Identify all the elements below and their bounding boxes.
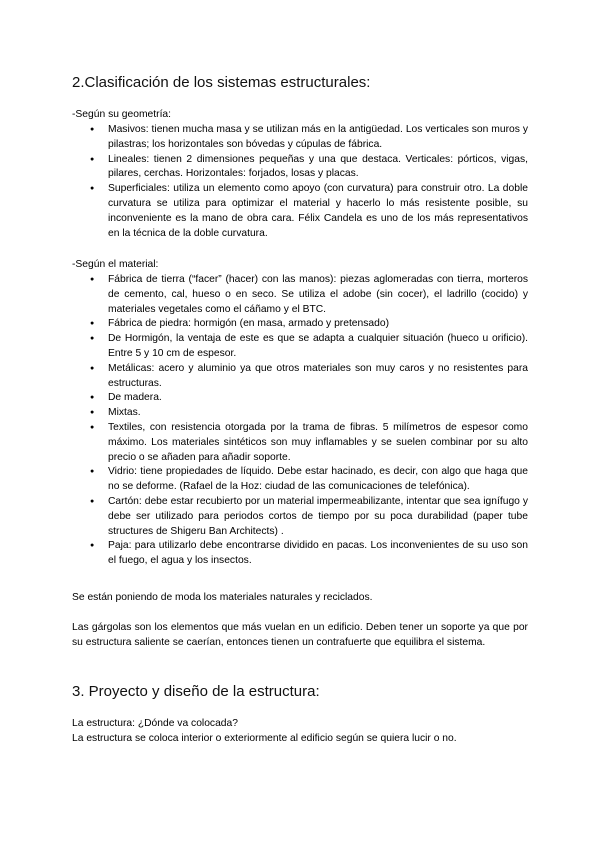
list-item: ● Textiles, con resistencia otorgada por la trama de fibras. 5 milímetros de espesor como máximo. Los materiales sintéticos son muy inflamables y se suelen combinar por su alto precio o se añaden para añadir soporte. bbox=[108, 421, 528, 465]
material-list bbox=[0, 273, 528, 569]
structure-answer: La estructura se coloca interior o exteriormente al edificio según se quiera lucir o no. bbox=[72, 733, 457, 744]
list-item: ● De Hormigón, la ventaja de este es que se adapta a cualquier situación (hueco u orificio). Entre 5 y 10 cm de espesor. bbox=[108, 332, 528, 362]
section-2-title: 2.Clasificación de los sistemas estructurales: bbox=[72, 74, 371, 91]
list-item: ● Lineales: tienen 2 dimensiones pequeñas y una que destaca. Verticales: pórticos, vigas, pilares, cerchas. Horizontales: forjados, losas y placas. bbox=[108, 153, 528, 183]
list-item: ● De madera. bbox=[108, 391, 528, 406]
list-item: ● Superficiales: utiliza un elemento como apoyo (con curvatura) para construir otro. La doble curvatura se utiliza para optimizar el material y hacerlo lo más resistente posible, su inconveniente es la mano de obra cara. Félix Candela es uno de los más representativos en la técnica de la doble curvatura. bbox=[108, 182, 528, 241]
list-item: ● Fábrica de tierra (“facer” (hacer) con las manos): piezas aglomeradas con tierra, morteros de cemento, cal, hueso o en seco. Se utiliza el adobe (sin cocer), el ladrillo (cocido) y materiales vegetales como el cáñamo y el BTC. bbox=[108, 273, 528, 317]
section-3-title: 3. Proyecto y diseño de la estructura: bbox=[72, 683, 320, 700]
trend-note: Se están poniendo de moda los materiales naturales y reciclados. bbox=[72, 592, 373, 603]
structure-question: La estructura: ¿Dónde va colocada? bbox=[72, 718, 238, 729]
list-item: ● Mixtas. bbox=[108, 406, 528, 421]
gargoyles-paragraph: Las gárgolas son los elementos que más vuelan en un edificio. Deben tener un soporte ya que por su estructura saliente se caerían, entonces tienen un contrafuerte que equilibra el sistema. bbox=[72, 622, 528, 648]
material-heading: -Según el material: bbox=[72, 259, 159, 270]
list-item: ● Metálicas: acero y aluminio ya que otros materiales son muy caros y no resistentes para estructuras. bbox=[108, 362, 528, 392]
geometry-heading: -Según su geometría: bbox=[72, 109, 172, 120]
list-item: ● Fábrica de piedra: hormigón (en masa, armado y pretensado) bbox=[108, 317, 528, 332]
list-item: ● Vidrio: tiene propiedades de líquido. Debe estar hacinado, es decir, con algo que haga que no se deforme. (Rafael de la Hoz: ciudad de las comunicaciones de telefónica). bbox=[108, 465, 528, 495]
list-item: ● Paja: para utilizarlo debe encontrarse dividido en pacas. Los inconvenientes de su uso son el fuego, el agua y los insectos. bbox=[108, 539, 528, 569]
list-item: ● Masivos: tienen mucha masa y se utilizan más en la antigüedad. Los verticales son muros y pilastras; los horizontales son bóvedas y cúpulas de fábrica. bbox=[108, 123, 528, 153]
geometry-list bbox=[0, 123, 528, 241]
list-item: ● Cartón: debe estar recubierto por un material impermeabilizante, intentar que sea ignífugo y debe ser utilizado para periodos cortos de tiempo por su poca durabilidad (paper tube structures de Shigeru Ban Architects) . bbox=[108, 495, 528, 539]
